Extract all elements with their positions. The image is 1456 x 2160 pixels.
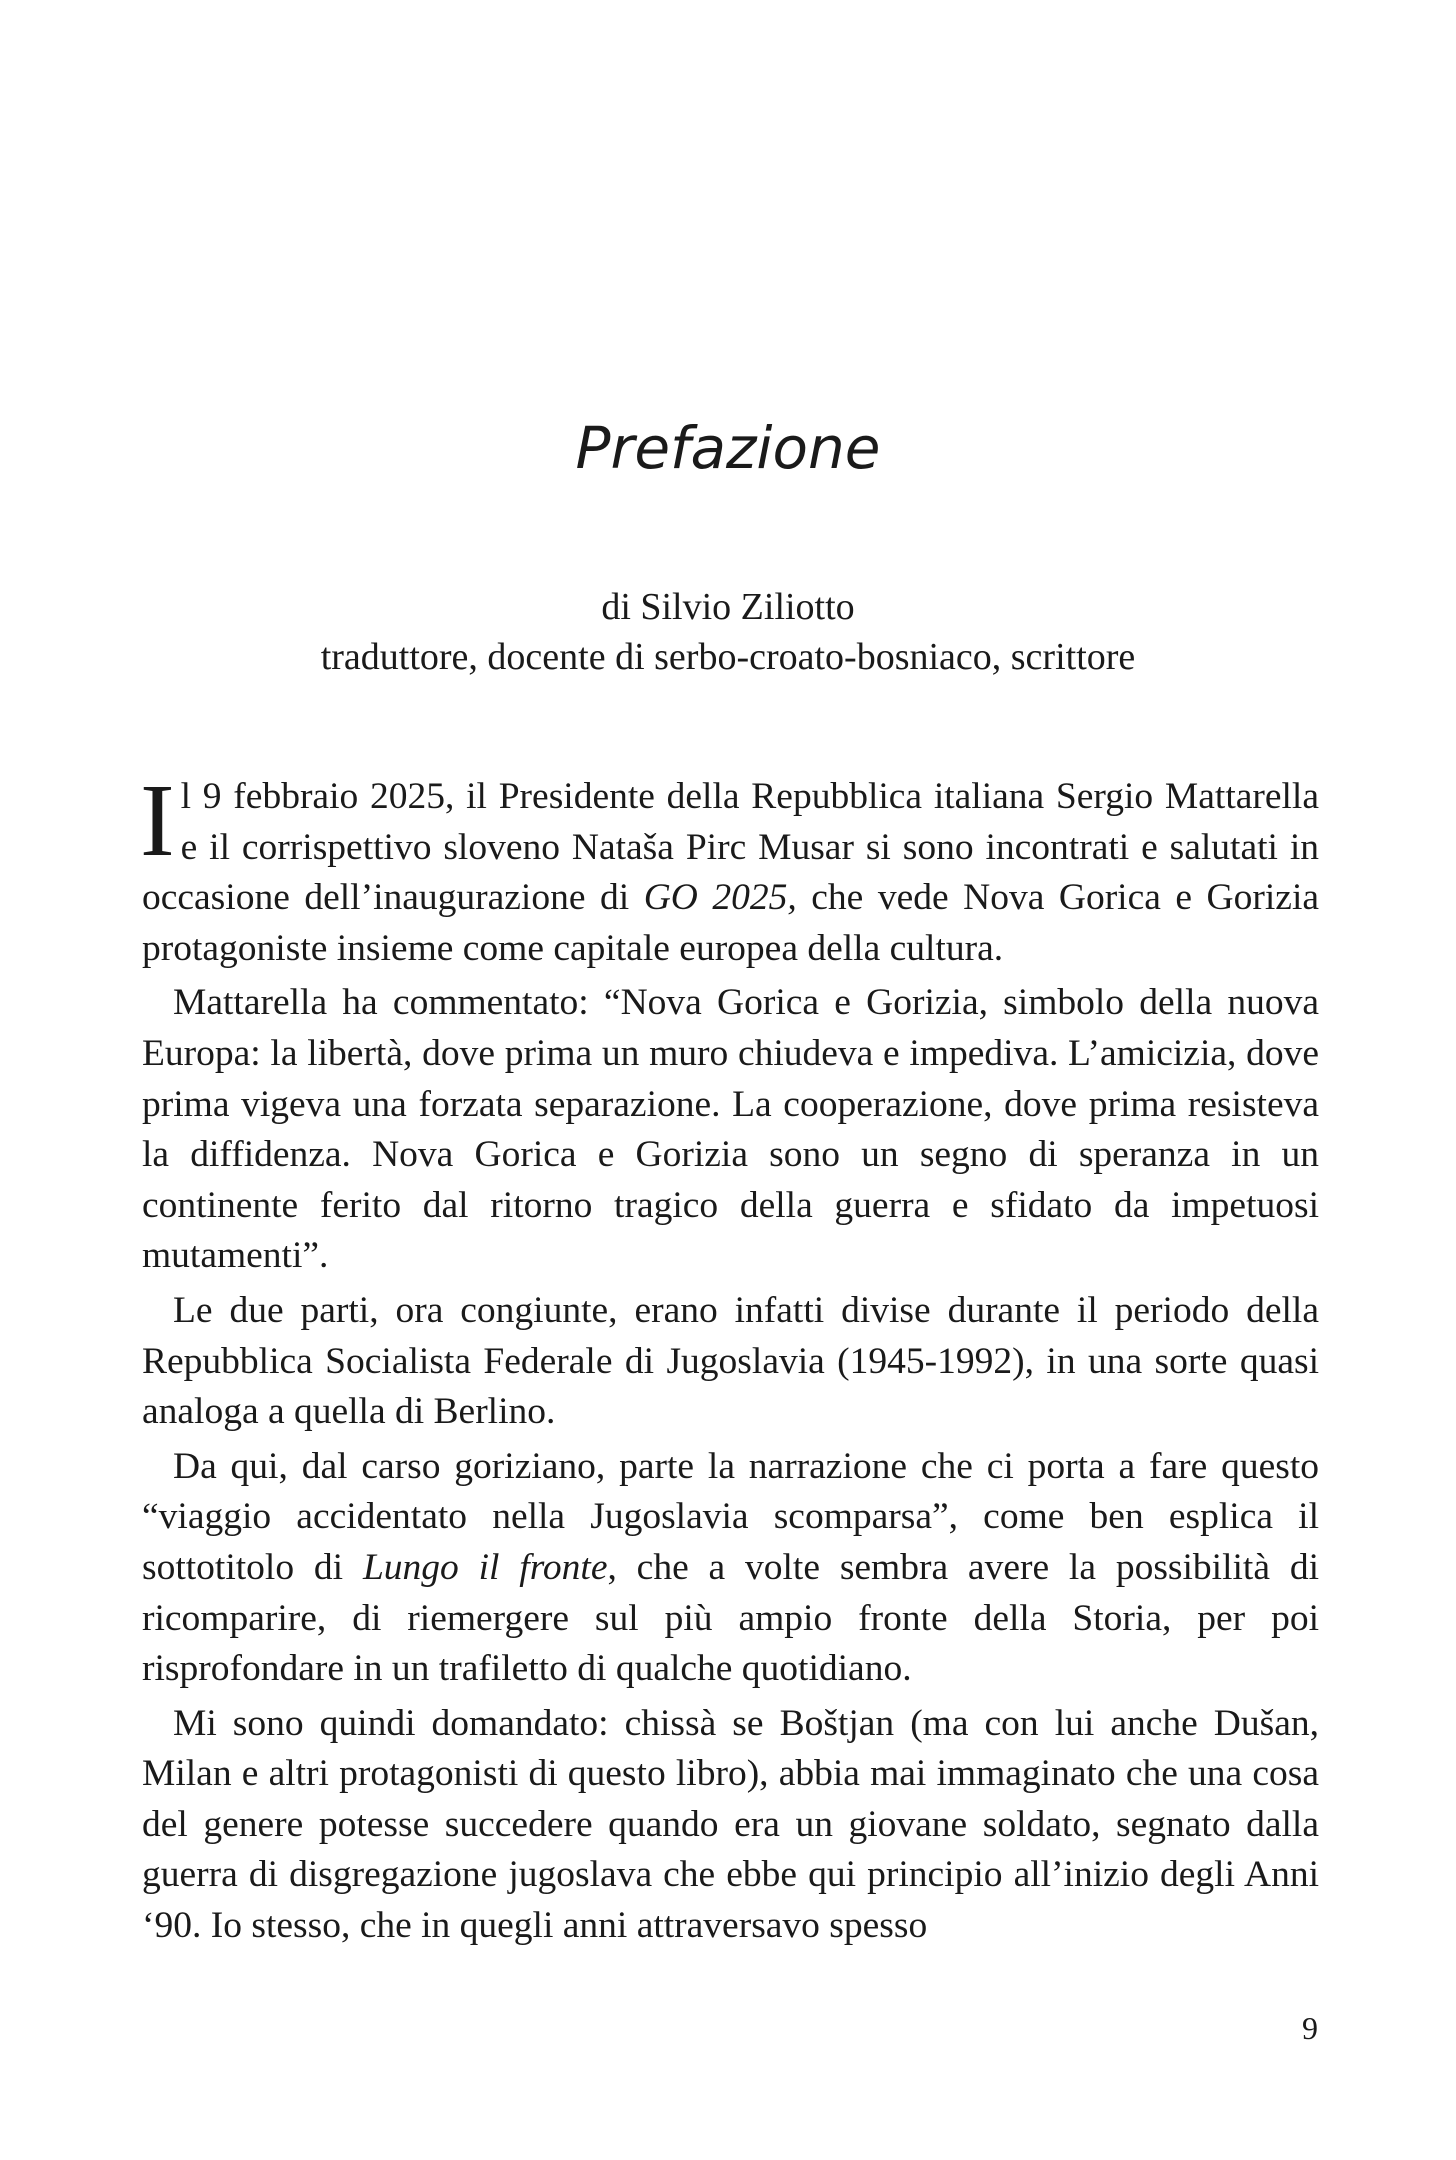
body-text xyxy=(140,763,1320,1956)
paragraph-1-text-b: che vede Nova Gorica e Gorizia protagoniste insieme come capitale europea della cultura. xyxy=(142,877,1320,969)
page-number: 9 xyxy=(1302,2010,1318,2046)
paragraph-4-text-a: Da qui, dal carso goriziano, parte la narrazione che ci porta a fare questo “viaggio accidentato nella Jugoslavia scomparsa”, come ben esplica il sottotitolo di xyxy=(142,1445,1319,1588)
paragraph-2: Mattarella ha commentato: “Nova Gorica e Gorizia, simbolo della nuova Europa: la libertà, dove prima un muro chiudeva e impediva. L’amicizia, dove prima vigeva una forzata separazione. La cooperazione, dove prima resisteva la diffidenza. Nova Gorica e Gorizia sono un segno di speranza in un continente ferito dal ritorno tragico della guerra e sfidato da impetuosi mutamenti”. xyxy=(142,982,1319,1277)
paragraph-3: Le due parti, ora congiunte, erano infatti divise durante il periodo della Repubblica Socialista Federale di Jugoslavia (1945-1992), in una sorte quasi analoga a quella di Berlino. xyxy=(142,1289,1319,1433)
byline-role: traduttore, docente di serbo-croato-bosniaco, scrittore xyxy=(320,636,1136,678)
paragraph-5: Mi sono quindi domandato: chissà se Boštjan (ma con lui anche Dušan, Milan e altri protagonisti di questo libro), abbia mai immaginato che una cosa del genere potesse succedere quando era un giovane soldato, segnato dalla guerra di disgregazione jugoslava che ebbe qui principio all’inizio degli Anni ‘90. Io stesso, che in quegli anni attraversavo spesso xyxy=(142,1702,1319,1947)
page-title: Prefazione xyxy=(575,414,881,482)
paragraph-1-text-a: l 9 febbraio 2025, il Presidente della Repubblica italiana Sergio Mattarella e il corrispettivo sloveno Nataša Pirc Musar si sono incontrati e salutati in occasione dell’inaugurazione di xyxy=(142,776,1319,919)
byline xyxy=(0,582,1456,682)
paragraph-4 xyxy=(142,1442,1319,1695)
byline-author: di Silvio Ziliotto xyxy=(601,586,855,628)
paragraph-1-italic: GO 2025, xyxy=(643,877,797,919)
paragraph-4-italic: Lungo il fronte xyxy=(362,1546,608,1588)
paragraph-1 xyxy=(140,763,1320,974)
drop-cap: I xyxy=(140,763,175,878)
paragraph-4-text-b: , che a volte sembra avere la possibilità di ricomparire, di riemergere sul più ampio fronte della Storia, per poi risprofondare in un trafiletto di qualche quotidiano. xyxy=(142,1546,1319,1690)
